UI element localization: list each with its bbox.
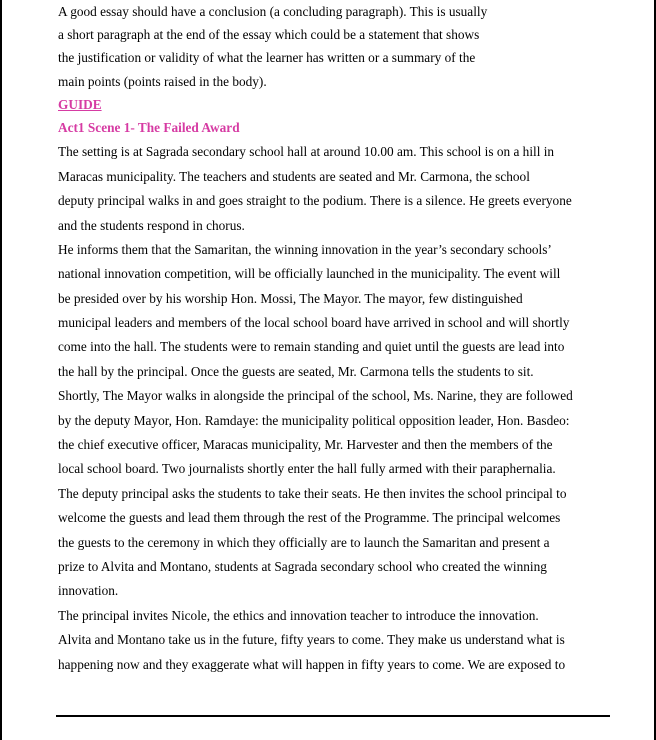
body-line: be presided over by his worship Hon. Mossi, The Mayor. The mayor, few distinguished [58,290,523,306]
body-line: deputy principal walks in and goes straight to the podium. There is a silence. He greets everyone [58,193,572,209]
body-line: the hall by the principal. Once the guests are seated, Mr. Carmona tells the students to sit. [58,363,534,379]
body-line: local school board. Two journalists shortly enter the hall fully armed with their paraphernalia. [58,461,556,477]
body-line: The deputy principal asks the students to take their seats. He then invites the school principal to [58,485,567,501]
body-line: He informs them that the Samaritan, the winning innovation in the year’s secondary schools’ [58,241,552,257]
body-text [58,140,618,677]
body-line: happening now and they exaggerate what will happen in fifty years to come. We are exposed to [58,656,566,672]
body-line: welcome the guests and lead them through the rest of the Programme. The principal welcomes [58,510,561,526]
body-line: Maracas municipality. The teachers and students are seated and Mr. Carmona, the school [58,168,530,184]
body-line: municipal leaders and members of the local school board have arrived in school and will shortly [58,315,570,331]
guide-link[interactable]: GUIDE [58,96,102,112]
body-line: Alvita and Montano take us in the future, fifty years to come. They make us understand what is [58,632,565,648]
intro-line: a short paragraph at the end of the essay which could be a statement that shows [58,27,480,43]
body-line: The setting is at Sagrada secondary school hall at around 10.00 am. This school is on a hill in [58,144,555,160]
body-line: the chief executive officer, Maracas municipality, Mr. Harvester and then the members of the [58,437,553,453]
intro-line: main points (points raised in the body). [58,73,267,89]
body-line: by the deputy Mayor, Hon. Ramdaye: the municipality political opposition leader, Hon. Basdeo: [58,412,570,428]
body-line: come into the hall. The students were to remain standing and quiet until the guests are lead into [58,339,565,355]
intro-line: the justification or validity of what the learner has written or a summary of the [58,50,476,66]
body-line: Shortly, The Mayor walks in alongside the principal of the school, Ms. Narine, they are followed [58,388,573,404]
body-line: The principal invites Nicole, the ethics and innovation teacher to introduce the innovation. [58,607,539,623]
footer-divider [56,715,610,717]
scene-title: Act1 Scene 1- The Failed Award [58,119,240,135]
intro-paragraph [58,0,618,93]
body-line: and the students respond in chorus. [58,217,245,233]
body-line: the guests to the ceremony in which they officially are to launch the Samaritan and present a [58,534,550,550]
body-line: national innovation competition, will be officially launched in the municipality. The event will [58,266,561,282]
intro-line: A good essay should have a conclusion (a concluding paragraph). This is usually [58,4,488,19]
page-content [58,0,618,677]
body-line: innovation. [58,583,119,599]
body-line: prize to Alvita and Montano, students at Sagrada secondary school who created the winning [58,558,547,574]
